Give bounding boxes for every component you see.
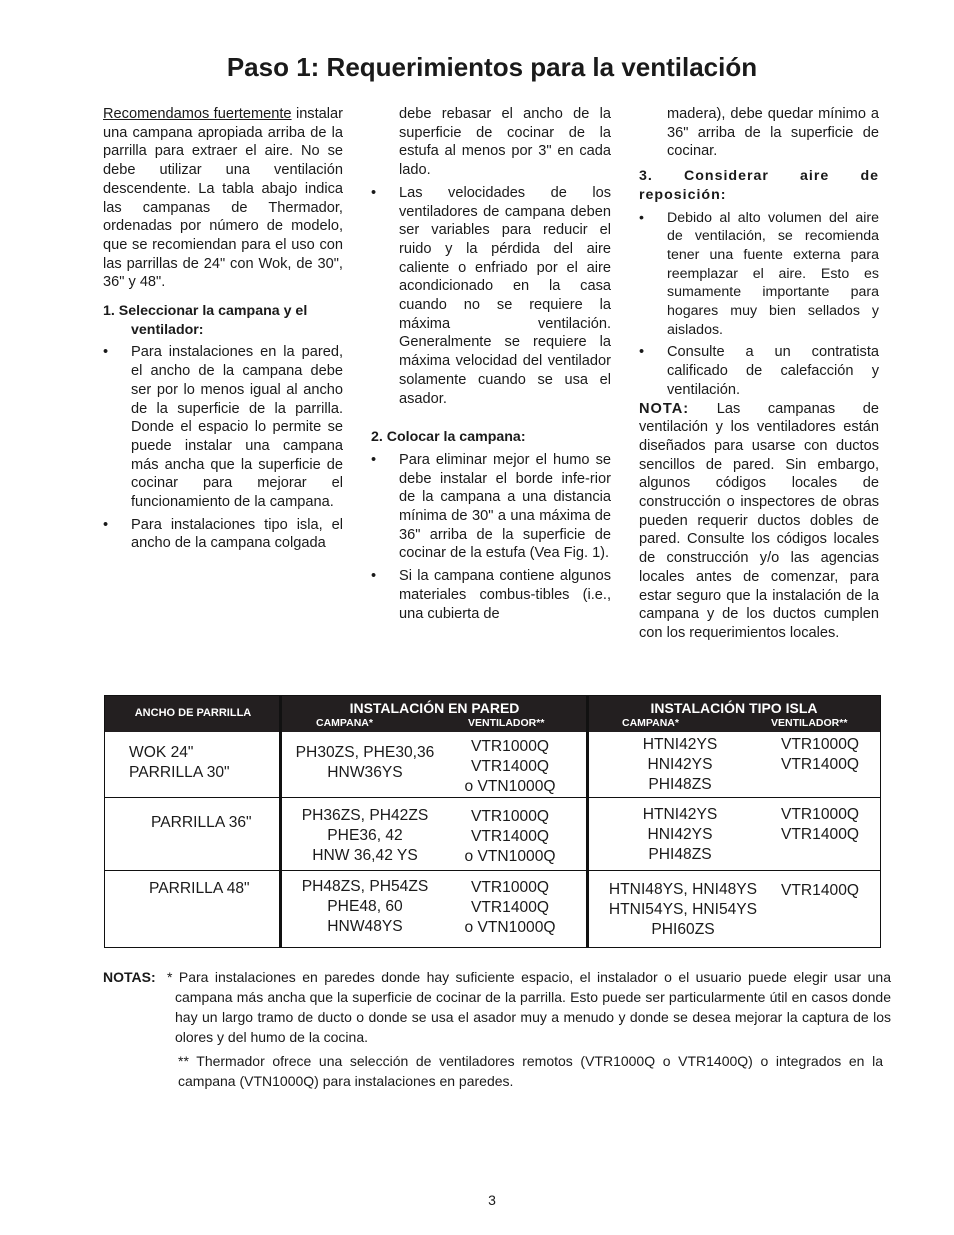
cell-line: PHI48ZS [648, 776, 712, 793]
cell-island-ventilador [765, 881, 875, 901]
nota-text: Las campanas de ventilación y los ventiladores están diseñados para usarse con ductos sencillos de pared. Sin embargo, algunos códigos locales de construcción o inspectores de obras pueden requerir ductos dobles de pared. Consulte los códigos locales de construcción y/o las agencias locales antes de comenzar, para estar seguro que la instalación de la campana y de los ductos cumplen con los requerimientos locales. [639, 400, 879, 641]
cell-line: PARRILLA 30" [129, 764, 230, 781]
table-header [105, 696, 880, 732]
header-ancho: ANCHO DE PARRILLA [134, 707, 252, 719]
cell-line: PHI48ZS [648, 846, 712, 863]
bullet-icon: • [639, 344, 645, 361]
cell-line: PH30ZS, PHE30,36 [295, 744, 435, 761]
bullet-text: Para eliminar mejor el humo se debe instalar el borde infe-rior de la campana a una distancia mínima de 30" a una máxima de 36" arriba de la superficie de cocinar de la estufa (Vea Fig. 1). [399, 451, 611, 562]
cell-line: VTR1400Q [780, 882, 859, 899]
cell-line: PHE48, 60 [327, 898, 403, 915]
table-row-divider [105, 870, 880, 871]
cell-line: HTNI42YS [642, 806, 718, 823]
cell-line: VTR1000Q [470, 879, 549, 896]
nota-paragraph [639, 400, 879, 643]
cell-line: HNW48YS [327, 918, 403, 935]
notes-label: NOTAS: [103, 969, 156, 985]
continued-text: madera), debe quedar mínimo a 36" arriba de la superficie de cocinar. [667, 106, 879, 160]
cell-line: o VTN1000Q [464, 848, 556, 865]
intro-paragraph [103, 105, 343, 292]
cell-line: PHI60ZS [651, 921, 715, 938]
cell-line: PARRILLA 36" [151, 814, 252, 831]
bullet-text: Para instalaciones tipo isla, el ancho de la campana colgada [131, 516, 343, 552]
text-column-1 [103, 105, 343, 553]
bullet-wall-install [103, 343, 343, 511]
intro-underlined: Recomendamos fuertemente [103, 106, 292, 122]
subheader-wall-ventilador: VENTILADOR** [468, 717, 545, 729]
bullet-hood-height [371, 451, 611, 563]
hood-recommendation-table [104, 695, 881, 948]
subheader-island-campana: CAMPANA* [622, 717, 679, 729]
note-wider-hood: * Para instalaciones en paredes donde hay suficiente espacio, el instalador o el usuario puede elegir usar una campana más ancha que la superficie de cocinar de la parrilla. Esto puede ser particularmente útil en casos donde hay un largo tramo de ducto o donde se usa el asador muy a menudo y donde se desea mejorar la captura de los olores y del humo de la cocina. [167, 969, 891, 1045]
cell-line: PH36ZS, PH42ZS [301, 807, 429, 824]
bullet-text: Las velocidades de los ventiladores de campana deben ser variables para reducir el ruido y la pérdida del aire caliente o enfriado por el aire acondicionado en la casa cuando no se requiere la máxima ventilación. Generalmente se requiere la máxima velocidad del ventilador solamente cuando se usa el asador. [399, 184, 611, 407]
cell-island-campana [593, 880, 773, 940]
cell-line: VTR1000Q [470, 808, 549, 825]
cell-ancho [151, 813, 252, 833]
cell-line: HTNI42YS [642, 736, 718, 753]
cell-line: HNW 36,42 YS [312, 847, 418, 864]
bullet-text: Debido al alto volumen del aire de ventilación, se recomienda tener una fuente externa para reemplazar el aire. Esto es sumamente importante para hogares muy bien sellados y aislados. [667, 209, 879, 338]
continued-text: debe rebasar el ancho de la superficie de cocinar de la estufa al menos por 3" en cada lado. [399, 106, 611, 179]
cell-line: VTR1400Q [780, 756, 859, 773]
text-column-2 [371, 105, 611, 623]
cell-line: VTR1400Q [470, 899, 549, 916]
cell-wall-ventilador [455, 878, 565, 938]
cell-line: VTR1000Q [780, 806, 859, 823]
bullet-icon: • [371, 451, 377, 468]
bullet-combustible [371, 567, 611, 623]
bullet-text: Si la campana contiene algunos materiales combus-tibles (i.e., una cubierta de [399, 568, 611, 622]
header-island-install: INSTALACIÓN TIPO ISLA [650, 700, 818, 716]
header-wall-install: INSTALACIÓN EN PARED [349, 700, 520, 716]
note-fan-options: ** Thermador ofrece una selección de ventiladores remotos (VTR1000Q o VTR1400Q) o integrados en la campana (VTN1000Q) para instalaciones en paredes. [178, 1053, 883, 1089]
cell-line: WOK 24" [129, 744, 194, 761]
cell-island-ventilador [765, 735, 875, 775]
bullet-text: Consulte a un contratista calificado de calefacción y ventilación. [667, 344, 879, 398]
cell-line: VTR1400Q [470, 828, 549, 845]
bullet-contractor [639, 343, 879, 399]
cell-line: o VTN1000Q [464, 919, 556, 936]
cell-wall-ventilador [455, 737, 565, 797]
cell-line: HNW36YS [327, 764, 403, 781]
table-divider [279, 696, 282, 947]
bullet-icon: • [371, 568, 377, 585]
subheader-wall-campana: CAMPANA* [316, 717, 373, 729]
bullet-icon: • [639, 209, 644, 226]
cell-wall-ventilador [455, 807, 565, 867]
table-divider [586, 696, 589, 947]
cell-ancho [129, 743, 230, 783]
cell-line: HNI42YS [647, 826, 713, 843]
bullet-fan-speeds [371, 184, 611, 408]
cell-line: VTR1400Q [780, 826, 859, 843]
heading-select-hood: 1. Seleccionar la campana y el ventilador: [103, 303, 308, 338]
cell-line: VTR1400Q [470, 758, 549, 775]
cell-island-campana [615, 805, 745, 865]
bullet-icon: • [371, 184, 377, 201]
cell-wall-campana [285, 877, 445, 937]
bullet-makeup-air [639, 209, 879, 340]
cell-line: HTNI54YS, HNI54YS [608, 901, 758, 918]
cell-island-campana [615, 735, 745, 795]
cell-line: PHE36, 42 [327, 827, 403, 844]
bullet-island-install [103, 516, 343, 553]
bullet-icon: • [103, 344, 109, 361]
subheader-island-ventilador: VENTILADOR** [771, 717, 848, 729]
table-row-divider [105, 797, 880, 798]
cell-line: PARRILLA 48" [149, 880, 250, 897]
cell-line: VTR1000Q [780, 736, 859, 753]
cell-line: HTNI48YS, HNI48YS [608, 881, 758, 898]
page-number: 3 [488, 1192, 496, 1208]
cell-wall-campana [285, 743, 445, 783]
text-column-3 [639, 105, 879, 643]
cell-wall-campana [285, 806, 445, 866]
bullet-text: Para instalaciones en la pared, el ancho de la campana debe ser por lo menos igual al ancho de la superficie de la parrilla. Donde el espacio lo permite se puede instalar una campana más ancha que la superficie de cocinar para mejorar el funcionamiento de la campana. [131, 344, 343, 511]
heading-makeup-air: 3. Considerar aire de reposición: [639, 168, 879, 203]
cell-island-ventilador [765, 805, 875, 845]
cell-line: VTR1000Q [470, 738, 549, 755]
bullet-icon: • [103, 516, 109, 533]
cell-line: o VTN1000Q [464, 778, 556, 795]
heading-place-hood: 2. Colocar la campana: [371, 429, 526, 446]
cell-line: PH48ZS, PH54ZS [301, 878, 429, 895]
intro-text: instalar una campana apropiada arriba de la parrilla para extraer el aire. No se debe utilizar una ventilación descendente. La tabla abajo indica las campanas de Thermador, ordenadas por número de modelo, que se recomiendan para el uso con las parrillas de 24" con Wok, de 30", 36" y 48". [103, 106, 343, 291]
nota-label: NOTA: [639, 400, 690, 417]
page-title: Paso 1: Requerimientos para la ventilación [226, 52, 758, 82]
cell-ancho [149, 879, 250, 899]
cell-line: HNI42YS [647, 756, 713, 773]
